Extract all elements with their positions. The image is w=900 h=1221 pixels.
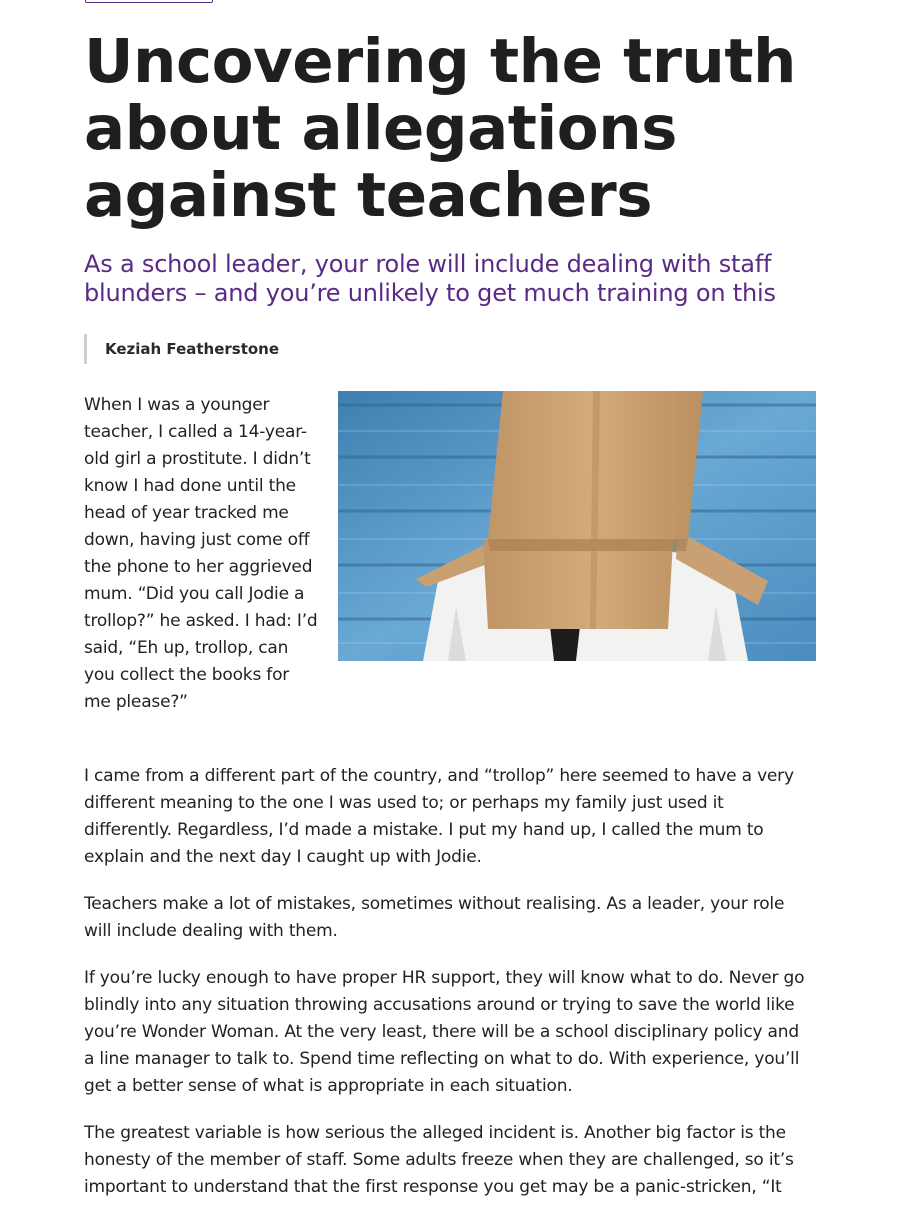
article-headline: Uncovering the truth about allegations against teachers: [84, 26, 796, 231]
article-body: [84, 763, 814, 1221]
body-paragraph: I came from a different part of the country, and “trollop” here seemed to have a very different meaning to the one I was used to; or perhaps my family just used it differently. Regardless, I’d made a mistake. I put my hand up, I called the mum to explain and the next day I caught up with Jodie.: [84, 766, 794, 867]
intro-paragraph: When I was a younger teacher, I called a 14-year-old girl a prostitute. I didn’t know I had done until the head of year tracked me down, having just come off the phone to her aggrieved mum. “Did you call Jodie a trollop?” he asked. I had: I’d said, “Eh up, trollop, can you collect the books for me please?”: [84, 395, 318, 712]
author-name: Keziah Featherstone: [105, 340, 280, 358]
body-paragraph: If you’re lucky enough to have proper HR support, they will know what to do. Never go blindly into any situation throwing accusations around or trying to save the world like you’re Wonder Woman. At the very least, there will be a school disciplinary policy and a line manager to talk to. Spend time reflecting on what to do. With experience, you’ll get a better sense of what is appropriate in each situation.: [84, 968, 805, 1096]
article-standfirst: As a school leader, your role will include dealing with staff blunders – and you’re unlikely to get much training on this: [84, 250, 776, 307]
section-tag-box: [85, 0, 213, 3]
author-byline: [84, 334, 279, 364]
body-paragraph: The greatest variable is how serious the alleged incident is. Another big factor is the honesty of the member of staff. Some adults freeze when they are challenged, so it’s important to understand that the first response you get may be a panic-stricken, “It: [84, 1123, 794, 1197]
article-photo: [338, 391, 816, 661]
body-paragraph: Teachers make a lot of mistakes, sometimes without realising. As a leader, your role will include dealing with them.: [84, 894, 785, 941]
